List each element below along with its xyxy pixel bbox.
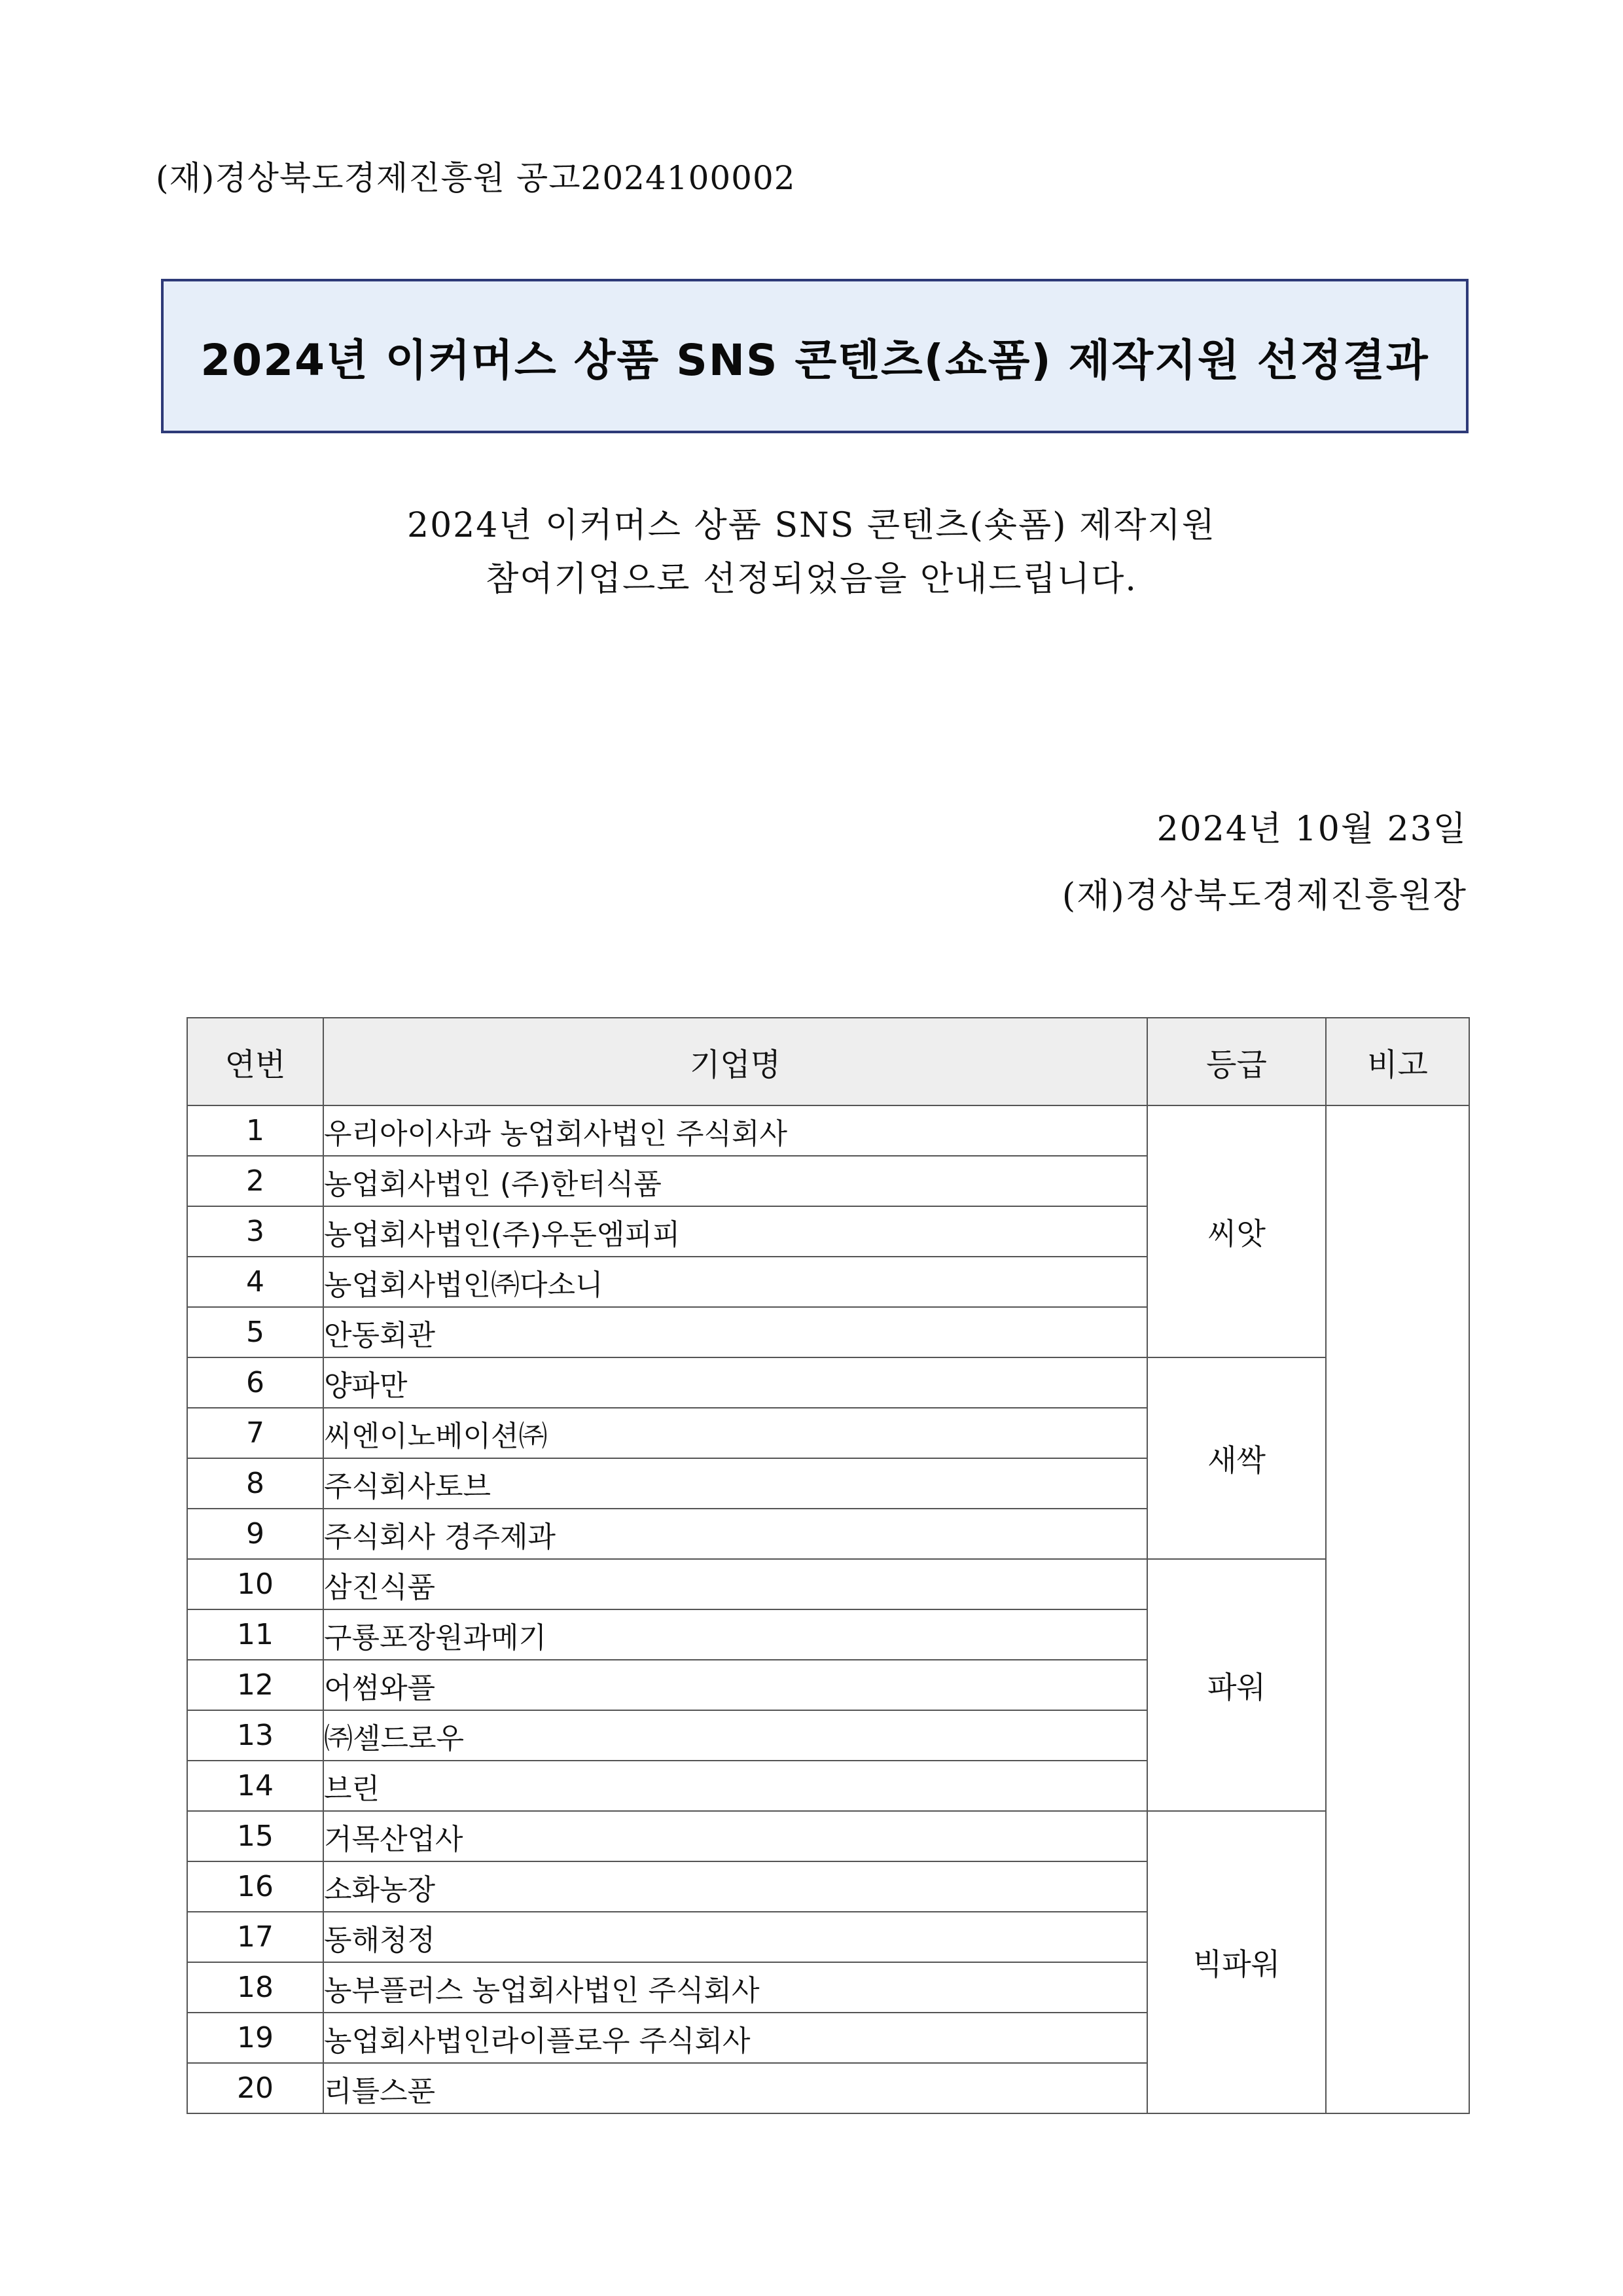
notice-number: (재)경상북도경제진흥원 공고2024100002	[156, 159, 796, 197]
company-name: 농업회사법인(주)우돈엠피피	[323, 1206, 1147, 1257]
selection-results-table	[187, 1017, 1470, 2114]
company-name: 어썸와플	[323, 1660, 1147, 1710]
table-body	[187, 1105, 1469, 2113]
company-name: 거목산업사	[323, 1811, 1147, 1861]
company-name: 농업회사법인라이플로우 주식회사	[323, 2013, 1147, 2063]
company-name: 주식회사토브	[323, 1458, 1147, 1509]
intro-line-1: 2024년 이커머스 상품 SNS 콘텐츠(숏폼) 제작지원	[406, 506, 1216, 545]
intro-text	[0, 499, 1623, 606]
company-name: 농업회사법인㈜다소니	[323, 1257, 1147, 1307]
row-number: 1	[187, 1105, 323, 1156]
company-name: 농부플러스 농업회사법인 주식회사	[323, 1962, 1147, 2013]
header-company: 기업명	[323, 1018, 1147, 1105]
header-note: 비고	[1326, 1018, 1469, 1105]
row-number: 20	[187, 2063, 323, 2113]
row-number: 19	[187, 2013, 323, 2063]
title-box	[161, 279, 1469, 433]
header-grade: 등급	[1147, 1018, 1326, 1105]
company-name: 브린	[323, 1761, 1147, 1811]
table-header-row	[187, 1018, 1469, 1105]
table-row	[187, 1559, 1469, 1609]
row-number: 2	[187, 1156, 323, 1206]
row-number: 5	[187, 1307, 323, 1357]
company-name: 양파만	[323, 1357, 1147, 1408]
row-number: 11	[187, 1609, 323, 1660]
note-cell	[1326, 1105, 1469, 2113]
row-number: 9	[187, 1509, 323, 1559]
row-number: 6	[187, 1357, 323, 1408]
grade-cell: 빅파워	[1147, 1811, 1326, 2113]
announcement-date: 2024년 10월 23일	[1156, 810, 1467, 849]
row-number: 17	[187, 1912, 323, 1962]
company-name: 리틀스푼	[323, 2063, 1147, 2113]
company-name: 농업회사법인 (주)한터식품	[323, 1156, 1147, 1206]
company-name: 동해청정	[323, 1912, 1147, 1962]
company-name: 구룡포장원과메기	[323, 1609, 1147, 1660]
row-number: 12	[187, 1660, 323, 1710]
table-row	[187, 1105, 1469, 1156]
table-row	[187, 1357, 1469, 1408]
company-name: 씨엔이노베이션㈜	[323, 1408, 1147, 1458]
intro-line-2: 참여기업으로 선정되었음을 안내드립니다.	[486, 560, 1137, 599]
row-number: 15	[187, 1811, 323, 1861]
company-name: 주식회사 경주제과	[323, 1509, 1147, 1559]
grade-cell: 씨앗	[1147, 1105, 1326, 1357]
company-name: 안동회관	[323, 1307, 1147, 1357]
row-number: 18	[187, 1962, 323, 2013]
row-number: 10	[187, 1559, 323, 1609]
table-row	[187, 1811, 1469, 1861]
row-number: 16	[187, 1861, 323, 1912]
header-no: 연번	[187, 1018, 323, 1105]
row-number: 4	[187, 1257, 323, 1307]
row-number: 13	[187, 1710, 323, 1761]
row-number: 7	[187, 1408, 323, 1458]
company-name: ㈜셀드로우	[323, 1710, 1147, 1761]
company-name: 삼진식품	[323, 1559, 1147, 1609]
issuer-name: (재)경상북도경제진흥원장	[1061, 876, 1467, 916]
grade-cell: 파워	[1147, 1559, 1326, 1811]
row-number: 8	[187, 1458, 323, 1509]
company-name: 소화농장	[323, 1861, 1147, 1912]
row-number: 14	[187, 1761, 323, 1811]
row-number: 3	[187, 1206, 323, 1257]
grade-cell: 새싹	[1147, 1357, 1326, 1559]
company-name: 우리아이사과 농업회사법인 주식회사	[323, 1105, 1147, 1156]
document-title: 2024년 이커머스 상품 SNS 콘텐츠(쇼폼) 제작지원 선정결과	[200, 334, 1429, 386]
